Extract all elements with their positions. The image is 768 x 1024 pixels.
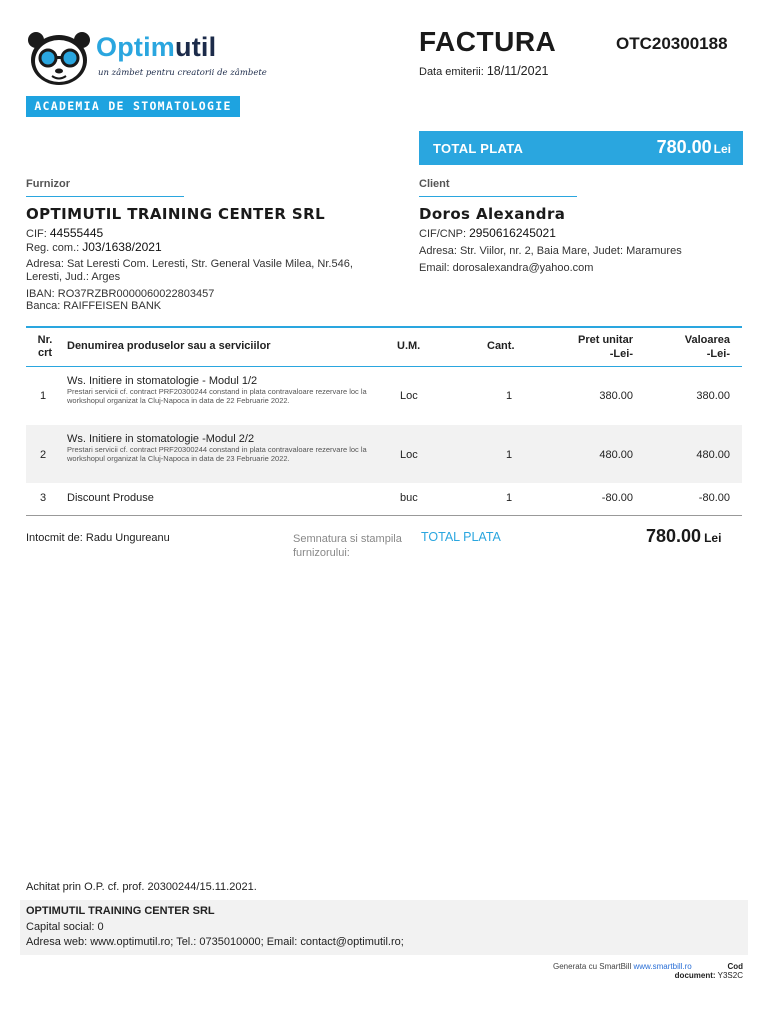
row-um: Loc: [400, 390, 418, 402]
invoice-number: OTC20300188: [616, 34, 728, 53]
row-um: Loc: [400, 449, 418, 461]
col-header-qty: Cant.: [487, 340, 515, 352]
row-nr: 1: [40, 390, 47, 402]
row-qty: 1: [506, 492, 513, 504]
row-value: 480.00: [696, 449, 730, 461]
issue-date-value: 18/11/2021: [486, 64, 549, 78]
row-detail: Prestari servicii cf. contract PRF20300244 constand in plata contravaloare rezervare loc la workshopul organizat la Cluj-Napoca in data de 22 Februarie 2022.: [67, 387, 367, 405]
table-top-rule: [26, 326, 742, 328]
row-nr: 2: [40, 449, 47, 461]
supplier-cif: CIF: 44555445: [26, 226, 104, 240]
table-row: [26, 367, 742, 425]
col-header-nr: Nr. crt: [37, 334, 53, 359]
supplier-reg: Reg. com.: J03/1638/2021: [26, 240, 162, 254]
payment-note: Achitat prin O.P. cf. prof. 20300244/15.11.2021.: [26, 881, 257, 893]
total-payment-amount: 780.00 Lei: [656, 137, 731, 157]
supplier-address-line2: Leresti, Jud.: Arges: [26, 271, 121, 283]
row-value: -80.00: [698, 492, 730, 504]
row-unit-price: 480.00: [599, 449, 633, 461]
row-qty: 1: [506, 390, 513, 402]
col-header-unit-price: Pret unitar -Lei-: [577, 334, 633, 360]
row-unit-price: 380.00: [599, 390, 633, 402]
client-name: Doros Alexandra: [419, 205, 566, 223]
row-unit-price: -80.00: [601, 492, 633, 504]
generated-by: Generata cu SmartBill www.smartbill.ro: [553, 962, 692, 971]
issue-date-label: Data emiterii:: [419, 66, 484, 78]
supplier-name: OPTIMUTIL TRAINING CENTER SRL: [26, 205, 326, 223]
footer-company-name: OPTIMUTIL TRAINING CENTER SRL: [26, 905, 215, 917]
row-title: Discount Produse: [67, 492, 154, 504]
signature-label: Semnatura si stampila furnizorului:: [293, 533, 402, 559]
summary-total-label: TOTAL PLATA: [421, 530, 501, 544]
document-code: Cod document: Y3S2C: [674, 962, 743, 980]
col-header-um: U.M.: [397, 340, 421, 352]
table-row: [26, 483, 742, 515]
table-row: [26, 425, 742, 483]
footer-company-box: [20, 900, 748, 955]
smartbill-link[interactable]: www.smartbill.ro: [633, 962, 692, 971]
client-divider: [419, 196, 577, 197]
row-nr: 3: [40, 492, 47, 504]
total-payment-label: TOTAL PLATA: [433, 141, 524, 156]
logo-wordmark: Optimutil: [96, 32, 217, 62]
row-value: 380.00: [696, 390, 730, 402]
row-detail: Prestari servicii cf. contract PRF20300244 constand in plata contravaloare rezervare loc la workshopul organizat la Cluj-Napoca in data de 23 Februarie 2022.: [67, 445, 367, 463]
footer-capital: Capital social: 0: [26, 921, 104, 933]
row-title: Ws. Initiere in stomatologie - Modul 1/2 Prestari servicii cf. contract PRF20300244 constand in plata contravaloare rezervare loc la workshopul organizat la Cluj-Napoca in data de 22 Februarie 2022.: [67, 375, 379, 405]
supplier-iban: IBAN: RO37RZBR0000060022803457: [26, 288, 215, 300]
client-email: Email: dorosalexandra@yahoo.com: [419, 262, 594, 274]
issue-date: [419, 64, 549, 78]
invoice-title: FACTURA: [419, 26, 557, 57]
prepared-by: Intocmit de: Radu Ungureanu: [26, 532, 170, 544]
supplier-section-label: Furnizor: [26, 178, 70, 190]
client-cnp: CIF/CNP: 2950616245021: [419, 226, 556, 240]
supplier-bank: Banca: RAIFFEISEN BANK: [26, 300, 162, 312]
academy-banner: ACADEMIA DE STOMATOLOGIE: [26, 96, 240, 117]
client-section-label: Client: [419, 178, 450, 190]
row-title: Ws. Initiere in stomatologie -Modul 2/2 Prestari servicii cf. contract PRF20300244 constand in plata contravaloare rezervare loc la workshopul organizat la Cluj-Napoca in data de 23 Februarie 2022.: [67, 433, 379, 463]
summary-total-amount: 780.00 Lei: [646, 526, 722, 546]
logo-tagline: un zâmbet pentru creatorii de zâmbete: [98, 68, 267, 78]
row-qty: 1: [506, 449, 513, 461]
footer-contact: Adresa web: www.optimutil.ro; Tel.: 0735010000; Email: contact@optimutil.ro;: [26, 936, 404, 948]
col-header-value: Valoarea -Lei-: [684, 334, 730, 360]
col-header-description: Denumirea produselor sau a serviciilor: [67, 340, 271, 352]
supplier-address-line1: Adresa: Sat Leresti Com. Leresti, Str. General Vasile Milea, Nr.546,: [26, 258, 353, 270]
table-bottom-rule: [26, 515, 742, 516]
supplier-divider: [26, 196, 184, 197]
total-payment-box: [419, 131, 743, 165]
row-um: buc: [400, 492, 418, 504]
panda-glasses-icon: [26, 28, 92, 88]
client-address: Adresa: Str. Viilor, nr. 2, Baia Mare, Judet: Maramures: [419, 245, 682, 257]
